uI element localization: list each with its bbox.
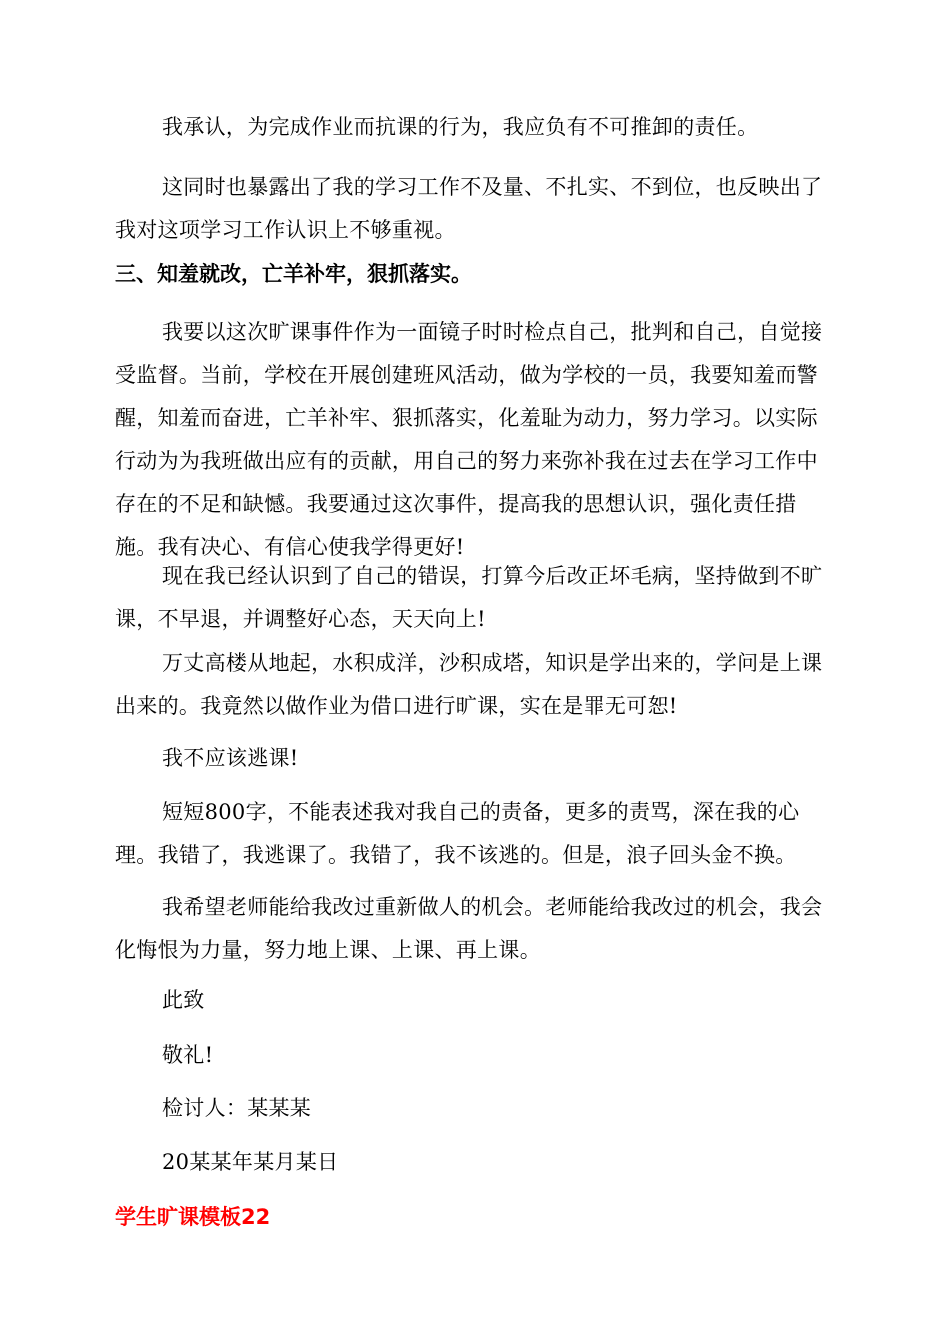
paragraph-recognition: 现在我已经认识到了自己的错误，打算今后改正坏毛病，坚持做到不旷课，不早退，并调整好心态，天天向上! <box>115 564 823 631</box>
paragraph-800-words: 短短800字，不能表述我对我自己的责备，更多的责骂，深在我的心理。我错了，我逃课了。我错了，我不该逃的。但是，浪子回头金不换。 <box>115 800 800 867</box>
paragraph-should-not: 我不应该逃课! <box>162 746 299 770</box>
closing-salutation: 此致 <box>162 988 205 1012</box>
closing-signer: 检讨人：某某某 <box>162 1096 312 1120</box>
paragraph-knowledge: 万丈高楼从地起，水积成洋，沙积成塔，知识是学出来的，学问是上课出来的。我竟然以做作业为借口进行旷课，实在是罪无可恕! <box>115 651 823 718</box>
paragraph-admission: 我承认，为完成作业而抗课的行为，我应负有不可推卸的责任。 <box>162 115 759 139</box>
closing-date: 20某某年某月某日 <box>162 1150 339 1174</box>
paragraph-mirror: 我要以这次旷课事件作为一面镜子时时检点自己，批判和自己，自觉接受监督。当前，学校在开展创建班风活动，做为学校的一员，我要知羞而警醒，知羞而奋进，亡羊补牢、狠抓落实，化羞耻为动力，努力学习。以实际行动为为我班做出应有的贡献，用自己的努力来弥补我在过去在学习工作中存在的不足和缺憾。我要通过这次事件，提高我的思想认识，强化责任措施。我有决心、有信心使我学得更好! <box>115 320 823 559</box>
section-heading: 三、知羞就改，亡羊补牢，狠抓落实。 <box>115 262 472 286</box>
paragraph-exposure: 这同时也暴露出了我的学习工作不及量、不扎实、不到位，也反映出了我对这项学习工作认识上不够重视。 <box>115 175 823 242</box>
paragraph-hope: 我希望老师能给我改过重新做人的机会。老师能给我改过的机会，我会化悔恨为力量，努力地上课、上课、再上课。 <box>115 895 823 962</box>
closing-regards: 敬礼! <box>162 1043 214 1067</box>
next-section-title: 学生旷课模板22 <box>115 1205 271 1229</box>
